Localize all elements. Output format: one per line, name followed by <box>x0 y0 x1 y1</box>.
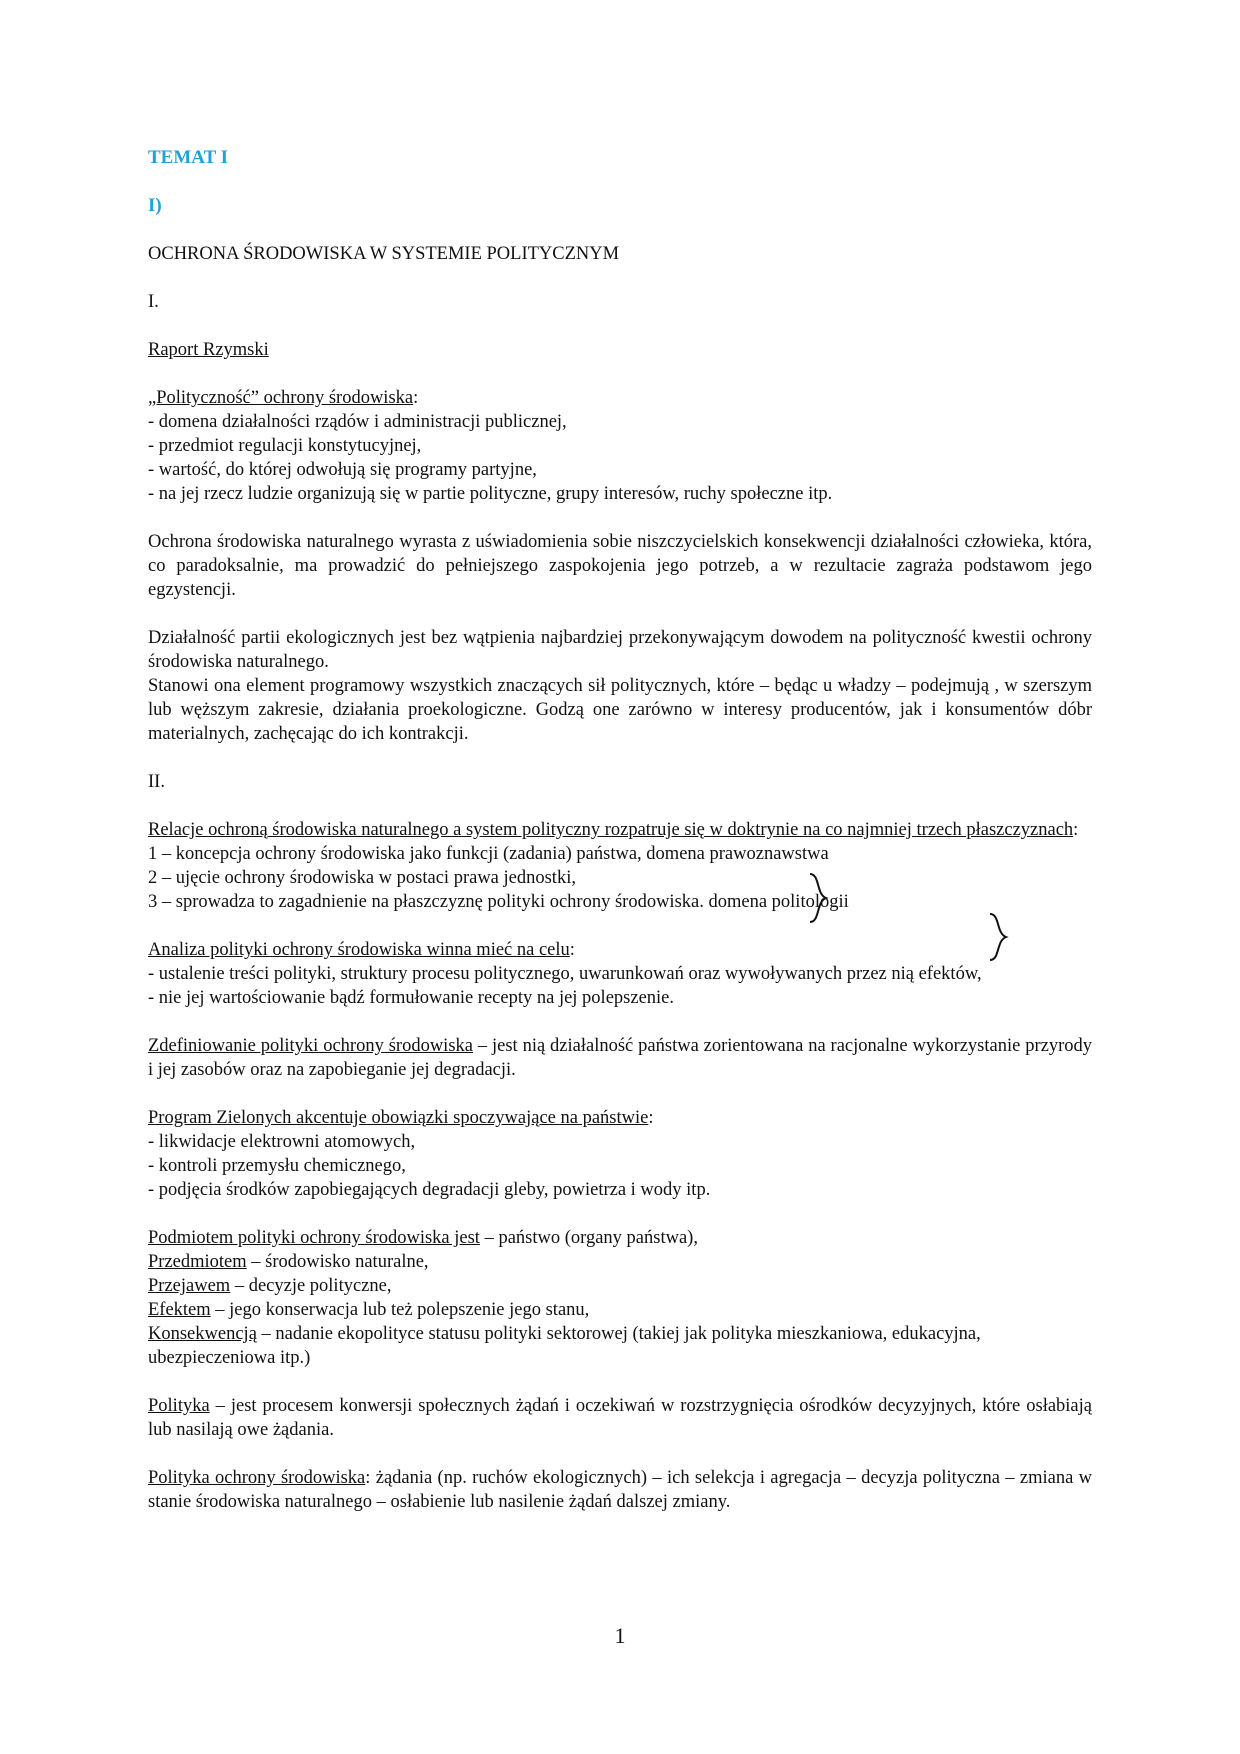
definition-efekt: Efektem – jego konserwacja lub też polepszenie jego stanu, <box>148 1300 590 1320</box>
analiza-label: Analiza polityki ochrony środowiska winna mieć na celu <box>148 940 570 960</box>
relacje-heading: Relacje ochroną środowiska naturalnego a system polityczny rozpatruje się w doktrynie na co najmniej trzech płaszczyznach: <box>148 820 1079 840</box>
zdefiniowanie-paragraph: Zdefiniowanie polityki ochrony środowiska – jest nią działalność państwa zorientowana na racjonalne wykorzystanie przyrody i jej zasobów oraz na zapobieganie jej degradacji. <box>148 1036 1093 1080</box>
raport-rzymski <box>148 338 1092 362</box>
section-1-number: I. <box>148 292 159 312</box>
paragraph-dzialalnosc: Działalność partii ekologicznych jest bez wątpienia najbardziej przekonywającym dowodem na polityczność kwestii ochrony środowiska naturalnego. <box>148 628 1092 672</box>
zdefiniowanie-label: Zdefiniowanie polityki ochrony środowiska <box>148 1036 473 1056</box>
definition-konsekwencja: Konsekwencją – nadanie ekopolityce statusu polityki sektorowej (takiej jak polityka mieszkaniowa, edukacyjna, ubezpieczeniowa itp.) <box>148 1324 981 1368</box>
list-item: 1 – koncepcja ochrony środowiska jako funkcji (zadania) państwa, domena prawoznawstwa <box>148 844 829 864</box>
brace-small <box>806 872 830 924</box>
section-2-number: II. <box>148 772 165 792</box>
definition-przedmiot: Przedmiotem – środowisko naturalne, <box>148 1252 429 1272</box>
definition-przejaw: Przejawem – decyzje polityczne, <box>148 1276 392 1296</box>
list-item: - przedmiot regulacji konstytucyjnej, <box>148 436 422 456</box>
list-item: - nie jej wartościowanie bądź formułowanie recepty na jej polepszenie. <box>148 988 675 1008</box>
heading-number: I) <box>148 195 162 216</box>
analiza-heading: Analiza polityki ochrony środowiska winna mieć na celu: <box>148 940 575 960</box>
document-title: OCHRONA ŚRODOWISKA W SYSTEMIE POLITYCZNYM <box>148 244 620 264</box>
polityka-ochrony-label: Polityka ochrony środowiska <box>148 1468 366 1488</box>
document-body <box>148 146 1092 1514</box>
program-heading: Program Zielonych akcentuje obowiązki spoczywające na państwie: <box>148 1108 654 1128</box>
list-item: - kontroli przemysłu chemicznego, <box>148 1156 406 1176</box>
polityka-label: Polityka <box>148 1396 210 1416</box>
paragraph-stanowi: Stanowi ona element programowy wszystkich znaczących sił politycznych, które – będąc u władzy – podejmują , w szerszym lub węższym zakresie, działania proekologiczne. Godzą one zarówno w interesy producentów, jak i konsumentów dóbr materialnych, zachęcając do ich kontrakcji. <box>148 676 1092 744</box>
polityka-ochrony-paragraph: Polityka ochrony środowiska: żądania (np. ruchów ekologicznych) – ich selekcja i agregacja – decyzja polityczna – zmiana w stanie środowiska naturalnego – osłabienie lub nasilenie żądań dalszej zmiany. <box>148 1468 1092 1512</box>
list-item: - na jej rzecz ludzie organizują się w partie polityczne, grupy interesów, ruchy społeczne itp. <box>148 484 833 504</box>
polityka-paragraph: Polityka – jest procesem konwersji społecznych żądań i oczekiwań w rozstrzygnięcia ośrodków decyzyjnych, które osłabiają lub nasilają owe żądania. <box>148 1396 1092 1440</box>
heading-temat: TEMAT I <box>148 147 229 168</box>
list-item: - wartość, do której odwołują się programy partyjne, <box>148 460 537 480</box>
politycznosc-heading: „Polityczność” ochrony środowiska: <box>148 388 419 408</box>
list-item: - podjęcia środków zapobiegających degradacji gleby, powietrza i wody itp. <box>148 1180 711 1200</box>
politycznosc-label: „Polityczność” ochrony środowiska <box>148 388 414 408</box>
list-item: - likwidacje elektrowni atomowych, <box>148 1132 416 1152</box>
list-item: 3 – sprowadza to zagadnienie na płaszczyznę polityki ochrony środowiska. domena politologii <box>148 892 849 912</box>
list-item: - ustalenie treści polityki, struktury procesu politycznego, uwarunkowań oraz wywoływanych przez nią efektów, <box>148 964 982 984</box>
relacje-label: Relacje ochroną środowiska naturalnego a system polityczny rozpatruje się w doktrynie na co najmniej trzech płaszczyznach <box>148 820 1074 840</box>
brace-large <box>986 912 1010 962</box>
definition-podmiot: Podmiotem polityki ochrony środowiska jest – państwo (organy państwa), <box>148 1228 698 1248</box>
raport-rzymski-label: Raport Rzymski <box>148 340 269 360</box>
paragraph-ochrona: Ochrona środowiska naturalnego wyrasta z uświadomienia sobie niszczycielskich konsekwencji działalności człowieka, która, co paradoksalnie, ma prowadzić do pełniejszego zaspokojenia jego potrzeb, a w rezultacie zagraża podstawom jego egzystencji. <box>148 532 1092 600</box>
page-number: 1 <box>614 1623 626 1648</box>
list-item: 2 – ujęcie ochrony środowiska w postaci prawa jednostki, <box>148 868 576 888</box>
program-label: Program Zielonych akcentuje obowiązki spoczywające na państwie <box>148 1108 649 1128</box>
list-item: - domena działalności rządów i administracji publicznej, <box>148 412 567 432</box>
